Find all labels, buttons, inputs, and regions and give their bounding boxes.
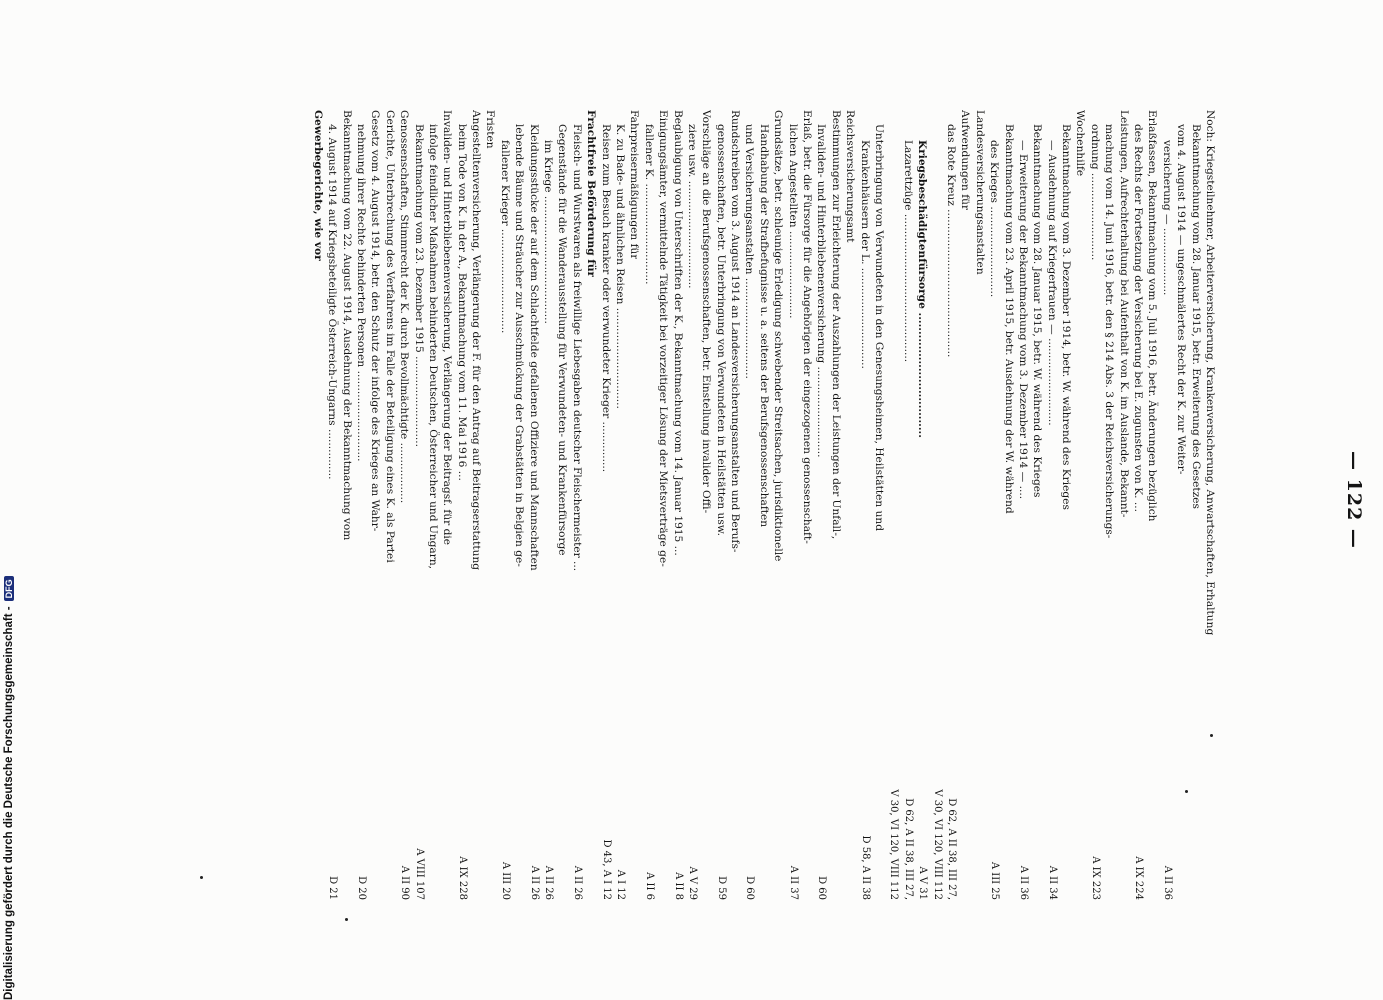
entry-text: Noch: Kriegsteilnehmer, Arbeiterversicherung, Krankenversicherung, Anwartschaften, Erhaltung <box>1204 110 1216 636</box>
index-entry <box>512 110 526 900</box>
index-entry <box>426 110 440 900</box>
entry-text: Handhabung der Strafbefugnisse u. a. seitens der Berufsgenossenschaften <box>757 124 770 528</box>
entry-text: Vorschläge an die Berufsgenossenschaften, betr. Einstellung invalider Offi- <box>700 110 713 514</box>
index-entry <box>656 110 670 900</box>
index-entry <box>1087 110 1101 900</box>
attribution-text: Digitalisierung gefördert durch die Deutsche Forschungsgemeinschaft - <box>3 606 15 1000</box>
entry-reference: A II 90 <box>399 865 411 900</box>
index-entry <box>411 110 425 900</box>
entry-text: Kriegsbeschädigtenfürsorge .................................. <box>916 140 929 438</box>
entry-text: Einigungsämter, vermittelnde Tätigkeit bei vorzeitiger Lösung der Mietsverträge ge- <box>657 110 670 567</box>
index-entries <box>310 110 1217 900</box>
index-entry <box>469 110 483 900</box>
entry-reference: A I 12 <box>614 869 626 900</box>
index-entry <box>800 110 814 900</box>
entry-reference: A IX 224 <box>1133 856 1145 900</box>
index-entry <box>757 110 771 900</box>
entry-reference: A II 26 <box>543 865 555 900</box>
entry-reference: A II 36 <box>1161 865 1173 900</box>
entry-text: Unterbringung von Verwundeten in den Genesungsheimen, Heilstätten und <box>873 124 886 532</box>
index-entry <box>915 110 929 900</box>
entry-text: Grundsätze, betr. schleunige Erledigung schwebender Streitsachen, jurisdiktionelle <box>772 110 785 562</box>
scan-speck <box>200 876 203 879</box>
entry-text: fallener Krieger ............................... <box>498 140 511 334</box>
entry-text: das Rote Kreuz ............................................ <box>944 124 957 358</box>
entry-text: und Versicherungsanstalten .............................. <box>743 124 756 379</box>
entry-text: Gegenstände für die Wanderausstellung für Verwundeten- und Krankenfürsorge <box>556 124 569 556</box>
entry-reference: D 62, A II 38, III 27, <box>902 798 914 900</box>
entry-text: Rundschreiben vom 3. August 1914 an Landesversicherungsanstalten und Berufs- <box>729 110 742 553</box>
index-entry <box>613 110 627 900</box>
entry-text: Erlaß, betr. die Fürsorge für die Angehörigen der eingezogenen genossenschaft- <box>801 110 814 544</box>
entry-text: Bekanntmachung vom 28. Januar 1915, betr. W. während des Krieges <box>1031 124 1044 498</box>
index-entry <box>454 110 468 900</box>
entry-text: Genossenschaften, Stimmrecht der K. durch Bevollmächtigte .................. <box>398 110 411 504</box>
entry-text: 4. August 1914 auf Kriegsbeteiligte Österreich-Ungarns ............... <box>326 124 339 480</box>
entry-text: Invaliden- und Hinterbliebenenversicherung, Verlängerung der Beitragsf. für die <box>441 110 454 546</box>
index-entry <box>541 110 555 900</box>
entry-text: Beglaubigung von Unterschriften der K., Bekanntmachung vom 14. Januar 1915 ... <box>671 110 684 556</box>
entry-text: Fristen <box>484 110 497 149</box>
page-number: — 122 — <box>1343 451 1365 549</box>
entry-text: Fahrpreisermäßigungen für <box>628 110 641 260</box>
index-entry <box>814 110 828 900</box>
index-entry <box>1001 110 1015 900</box>
index-entry <box>627 110 641 900</box>
scan-speck <box>1185 790 1188 793</box>
entry-reference: A II 26 <box>528 865 540 900</box>
entry-text: lebende Bäume und Sträucher zur Ausschmückung der Grabstätten in Belgien ge- <box>513 124 526 567</box>
entry-text: Kleidungsstücke der auf dem Schlachtfelde gefallenen Offiziere und Mannschaften <box>527 124 540 571</box>
index-entry <box>526 110 540 900</box>
entry-text: Bekanntmachung vom 23. Dezember 1915 ........................... <box>412 124 425 447</box>
index-entry <box>713 110 727 900</box>
entry-text: ordnung .......................... <box>1088 124 1101 261</box>
entry-text: Angestelltenversicherung, Verlängerung der F. für den Antrag auf Beitragserstattung <box>470 110 483 571</box>
entry-reference: D 62, A II 38, III 27, <box>945 798 957 900</box>
index-entry <box>1159 110 1173 900</box>
index-entry <box>339 110 353 900</box>
index-entry <box>483 110 497 900</box>
index-entry <box>1145 110 1159 900</box>
index-entry <box>641 110 655 900</box>
entry-reference: D 60 <box>744 876 756 900</box>
index-entry <box>1044 110 1058 900</box>
index-entry <box>497 110 511 900</box>
index-entry <box>1073 110 1087 900</box>
entry-text: Aufwendungen für <box>959 110 972 211</box>
entry-reference: A II 36 <box>1017 865 1029 900</box>
entry-text: im Kriege ...................................... <box>542 140 555 324</box>
entry-reference: A V 29 <box>686 866 698 900</box>
entry-text: vom 4. August 1914 — ungeschmälertes Recht der K. zur Weiter- <box>1175 124 1188 475</box>
entry-text: versicherung — .................... <box>1160 140 1173 296</box>
index-entry <box>1102 110 1116 900</box>
entry-reference: A IX 228 <box>456 856 468 900</box>
index-entry <box>1016 110 1030 900</box>
entry-text: Lazarettzüge ............................................ <box>901 140 914 363</box>
entry-reference: A II 34 <box>1046 865 1058 900</box>
entry-reference: D 60 <box>816 876 828 900</box>
index-entry <box>1030 110 1044 900</box>
index-entry <box>1131 110 1145 900</box>
index-entry <box>1174 110 1188 900</box>
entry-reference: A II 8 <box>672 872 684 900</box>
entry-text: beim Tode von K. in der A., Bekanntmachung vom 11. Mai 1916 ... <box>455 124 468 481</box>
entry-text: Gerichte, Unterbrechung des Verfahrens im Falle der Beteiligung eines K. als Partei <box>383 110 396 563</box>
entry-text: Frachtfreie Beförderung für <box>585 110 598 278</box>
entry-text: genossenschaften, betr. Unterbringung von Verwundeten in Heilstätten usw. <box>714 124 727 536</box>
entry-text: ziere usw. ................................ <box>685 124 698 289</box>
entry-text: Reisen zum Besuch kranker oder verwundeter Krieger ............... <box>599 124 612 473</box>
entry-text: Invaliden- und Hinterbliebenenversicherung ........................... <box>815 124 828 458</box>
entry-text: Erlaßfassen, Bekanntmachung vom 5. Juli 1916, betr. Änderungen bezüglich <box>1146 110 1159 522</box>
index-entry <box>1203 110 1217 900</box>
entry-text: Wochenhilfe <box>1074 110 1087 177</box>
entry-text: machung vom 14. Juni 1916, betr. den § 214 Abs. 3 der Reichsversicherungs- <box>1103 124 1116 539</box>
index-entry <box>843 110 857 900</box>
index-entry <box>958 110 972 900</box>
entry-reference: A II 6 <box>643 872 655 900</box>
entry-text: Krankenhäusern der L. .............................. <box>858 140 871 369</box>
index-entry <box>785 110 799 900</box>
entry-text: nehmung ihrer Rechte behinderten Personen ........................... <box>354 124 367 462</box>
entry-text: Fleisch- und Wurstwaren als freiwillige Liebesgaben deutscher Fleischermeister ... <box>570 124 583 572</box>
index-entry <box>944 110 958 900</box>
index-entry <box>397 110 411 900</box>
index-entry <box>555 110 569 900</box>
index-entry <box>1059 110 1073 900</box>
entry-reference: D 58, A II 38 <box>859 835 871 900</box>
index-entry <box>900 110 914 900</box>
entry-reference: A VIII 107 <box>413 848 425 900</box>
entry-text: Reichsversicherungsamt <box>844 110 857 243</box>
entry-text: Bekanntmachung vom 23. April 1915, betr. Ausdehnung der W. während <box>1002 124 1015 514</box>
entry-text: Bekanntmachung vom 3. Dezember 1914, betr. W. während des Krieges <box>1060 124 1073 510</box>
index-entry <box>699 110 713 900</box>
index-entry <box>598 110 612 900</box>
entry-text: fallener K. .............................. <box>642 124 655 285</box>
entry-reference: V 30, VI 120, VIII 112 <box>888 789 900 900</box>
index-entry <box>728 110 742 900</box>
scan-speck <box>1210 734 1213 737</box>
index-entry <box>670 110 684 900</box>
scan-speck <box>345 918 348 921</box>
entry-reference: A III 20 <box>499 861 511 900</box>
index-entry <box>987 110 1001 900</box>
index-entry <box>1116 110 1130 900</box>
entry-text: Bekanntmachung vom 22. August 1914, Ausdehnung der Bekanntmachung vom <box>340 110 353 541</box>
entry-text: infolge feindlicher Maßnahmen behinderten Deutschen, Österreicher und Ungarn, <box>426 124 439 570</box>
entry-reference: D 21 <box>327 876 339 900</box>
index-entry <box>310 110 324 900</box>
entry-reference: A IX 223 <box>1089 856 1101 900</box>
index-entry <box>886 110 900 900</box>
index-entry <box>742 110 756 900</box>
index-entry <box>325 110 339 900</box>
entry-reference: D 43, A I 12 <box>600 839 612 900</box>
index-entry <box>569 110 583 900</box>
entry-reference: A V 31 <box>917 866 929 900</box>
entry-text: Landesversicherungsanstalten <box>973 110 986 275</box>
index-entry <box>354 110 368 900</box>
entry-text: Gesetz vom 4. August 1914, betr. den Schutz der infolge des Krieges an Wahr- <box>369 110 382 532</box>
index-entry <box>584 110 598 900</box>
entry-text: — Ausdehnung auf Kriegerfrauen — .......................... <box>1045 140 1058 426</box>
entry-reference: V 30, VI 120, VIII 112 <box>931 789 943 900</box>
index-entry <box>828 110 842 900</box>
entry-text: Leistungen, Aufrechterhaltung bei Aufenthalt von K. im Auslande, Bekannt- <box>1117 110 1130 518</box>
entry-text: Bekanntmachung vom 28. Januar 1915, betr. Erweiterung des Gesetzes <box>1189 124 1202 509</box>
entry-text: Gewerbegerichte, wie vor <box>311 110 324 261</box>
entry-reference: A II 26 <box>571 865 583 900</box>
entry-reference: A II 37 <box>787 865 799 900</box>
index-entry <box>685 110 699 900</box>
funding-attribution <box>3 579 17 1000</box>
index-entry <box>382 110 396 900</box>
index-entry <box>771 110 785 900</box>
entry-reference: A III 25 <box>989 861 1001 900</box>
index-entry <box>368 110 382 900</box>
entry-text: Bestimmungen zur Erleichterung der Auszahlungen der Leistungen der Unfall-, <box>829 110 842 540</box>
entry-text: des Rechts der Fortsetzung der Versicherung bei E. zugunsten von K. ... <box>1132 124 1145 512</box>
entry-text: des Krieges ........................... <box>988 140 1001 298</box>
dfg-logo: DFG <box>4 576 14 601</box>
entry-text: — Erweiterung der Bekanntmachung vom 3. Dezember 1914 — .... <box>1016 140 1029 500</box>
entry-reference: D 20 <box>355 876 367 900</box>
index-entry <box>972 110 986 900</box>
index-entry <box>929 110 943 900</box>
index-entry <box>872 110 886 900</box>
entry-text: lichen Angestellten .......................... <box>786 124 799 319</box>
entry-text: K. zu Bade- und ähnlichen Reisen .............................. <box>613 124 626 409</box>
entry-reference: D 59 <box>715 876 727 900</box>
index-entry <box>440 110 454 900</box>
index-entry <box>1188 110 1202 900</box>
index-entry <box>857 110 871 900</box>
